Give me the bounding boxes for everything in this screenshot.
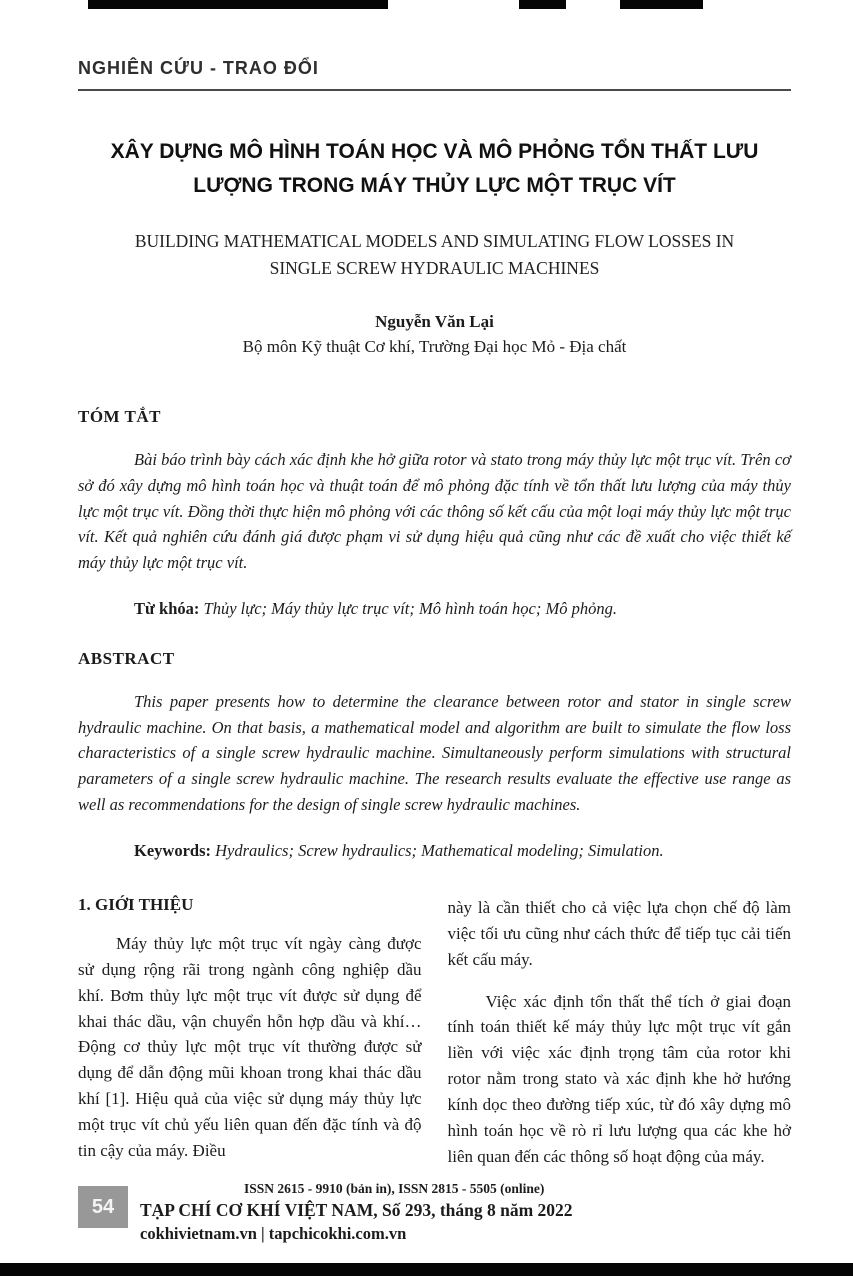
section-1-right-paragraph-2: Việc xác định tổn thất thể tích ở giai đoạn tính toán thiết kế máy thủy lực một trục vít gắn liền với việc xác định trọng tâm của rotor khi rotor nằm trong stato và xác định khe hở hướng kính dọc theo đường tiếp xúc, từ đó xây dựng mô hình toán học về rò rỉ lưu lượng qua các khe hở liên quan đến các thông số hoạt động của máy. — [447, 991, 791, 1166]
section-1-right-paragraph-1: này là cần thiết cho cả việc lựa chọn chế độ làm việc tối ưu cũng như cách thức để tiếp tục cải tiến kết cấu máy. — [447, 898, 791, 969]
footer-text-block — [140, 1181, 791, 1244]
section-1-heading: 1. GIỚI THIỆU — [78, 895, 194, 915]
author-affiliation: Bộ môn Kỹ thuật Cơ khí, Trường Đại học Mỏ - Địa chất — [242, 337, 627, 357]
abstract-vietnamese-section — [78, 407, 791, 619]
header-divider — [78, 89, 791, 91]
footer-website-line: cokhivietnam.vn | tapchicokhi.com.vn — [140, 1224, 407, 1243]
scan-artifact-bar-top-middle — [519, 0, 566, 9]
page-footer — [78, 1181, 791, 1244]
tom-tat-heading: TÓM TẮT — [78, 407, 162, 427]
abstract-heading: ABSTRACT — [78, 649, 175, 669]
tom-tat-keywords-label: Từ khóa: — [134, 599, 200, 619]
tom-tat-body: Bài báo trình bày cách xác định khe hở giữa rotor và stato trong máy thủy lực một trục vít. Trên cơ sở đó xây dựng mô hình toán học và thuật toán để mô phỏng đặc tính về tổn thất lưu lượng của máy thủy lực một trục vít. Đồng thời thực hiện mô phỏng với các thông số kết cấu của một loại máy thủy lực một trục vít. Kết quả nghiên cứu đánh giá được phạm vi sử dụng hiệu quả cũng như các đề xuất cho việc thiết kế máy thủy lực một trục vít. — [78, 450, 791, 572]
footer-issn-line: ISSN 2615 - 9910 (bản in), ISSN 2815 - 5505 (online) — [244, 1181, 545, 1196]
article-title-english: BUILDING MATHEMATICAL MODELS AND SIMULATING FLOW LOSSES IN SINGLE SCREW HYDRAULIC MACHINES — [134, 231, 735, 279]
section-1-left-paragraph: Máy thủy lực một trục vít ngày càng được sử dụng rộng rãi trong ngành công nghiệp dầu khí. Bơm thủy lực một trục vít được sử dụng để khai thác dầu, vận chuyển hỗn hợp dầu và khí… Động cơ thủy lực một trục vít thường được sử dụng để dẫn động mũi khoan trong khai thác dầu khí [1]. Hiệu quả của việc sử dụng máy thủy lực một trục vít chủ yếu liên quan đến đặc tính và độ tin cậy của máy. Điều — [78, 934, 422, 1160]
scan-artifact-bar-bottom — [0, 1263, 853, 1276]
author-name: Nguyễn Văn Lại — [375, 312, 494, 332]
page-header — [78, 58, 791, 91]
abstract-keywords — [78, 841, 791, 861]
scan-artifact-bar-top-right — [620, 0, 703, 9]
abstract-keywords-label: Keywords: — [134, 841, 211, 861]
left-column — [78, 895, 422, 1169]
scan-artifact-bar-top-left — [88, 0, 388, 9]
page-number-badge: 54 — [78, 1186, 128, 1228]
journal-section-label: NGHIÊN CỨU - TRAO ĐỔI — [78, 58, 319, 78]
article-title-vietnamese: XÂY DỰNG MÔ HÌNH TOÁN HỌC VÀ MÔ PHỎNG TỔN THẤT LƯU LƯỢNG TRONG MÁY THỦY LỰC MỘT TRỤC VÍT — [110, 140, 759, 197]
tom-tat-keywords-text: Thủy lực; Máy thủy lực trục vít; Mô hình toán học; Mô phỏng. — [203, 599, 617, 619]
tom-tat-keywords — [78, 599, 791, 619]
footer-journal-line: TẠP CHÍ CƠ KHÍ VIỆT NAM, Số 293, tháng 8 năm 2022 — [140, 1200, 573, 1220]
abstract-english-section — [78, 649, 791, 861]
right-column — [448, 895, 792, 1169]
abstract-body: This paper presents how to determine the clearance between rotor and stator in single screw hydraulic machine. On that basis, a mathematical model and algorithm are built to simulate the flow loss characteristics of a single screw hydraulic machine. Simultaneously perform simulations with structural parameters of a single screw hydraulic machine. The research results evaluate the effective use range as well as recommendations for the design of single screw hydraulic machines. — [78, 692, 791, 814]
two-column-body — [78, 895, 791, 1169]
abstract-keywords-text: Hydraulics; Screw hydraulics; Mathematical modeling; Simulation. — [215, 841, 664, 861]
